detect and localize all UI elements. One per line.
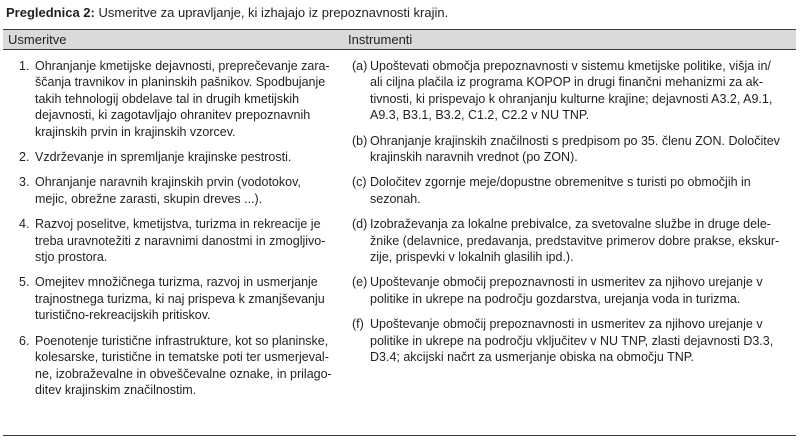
guideline-item bbox=[19, 216, 339, 265]
header-guidelines: Usmeritve bbox=[8, 32, 67, 47]
instrument-item bbox=[352, 274, 794, 307]
guideline-text: Omejitev množičnega turizma, razvoj in usmerjanje trajnostnega turizma, ki naj prispeva k zmanjševanju turistično-rekreacijskih pritiskov. bbox=[35, 275, 325, 323]
table-bottom-rule bbox=[3, 435, 796, 436]
instrument-text: Upoštevanje območij prepoznavnosti in usmeritev za njihovo urejanje v politike in ukrepe na področju gozdarstva, urejanja voda in turizma. bbox=[370, 275, 763, 306]
guideline-text: Ohranjanje naravnih krajinskih prvin (vodotokov, mejic, obrežne zarasti, skupin dreves ...). bbox=[35, 175, 301, 206]
guideline-marker: 4. bbox=[19, 217, 30, 232]
caption-label: Preglednica 2: bbox=[6, 5, 95, 20]
guideline-item bbox=[19, 58, 339, 140]
instrument-marker: (e) bbox=[352, 275, 368, 290]
instrument-marker: (f) bbox=[352, 317, 364, 332]
instrument-text: Upoštevanje območij prepoznavnosti in usmeritev za njihovo urejanje v politike in ukrepe na področju vključitev v NU TNP, zlasti dejavnosti D3.3, D3.4; akcijski načrt za usmerjanje obiska na območju TNP. bbox=[370, 317, 774, 365]
guideline-text: Razvoj poselitve, kmetijstva, turizma in rekreacije je treba uravnotežiti z naravnimi danostmi in zmogljivo- stjo prostora. bbox=[35, 217, 326, 265]
guideline-item bbox=[19, 174, 339, 207]
guidelines-column bbox=[19, 58, 339, 398]
caption-title: Usmeritve za upravljanje, ki izhajajo iz prepoznavnosti krajin. bbox=[98, 5, 449, 20]
guideline-text: Vzdrževanje in spremljanje krajinske pestrosti. bbox=[35, 150, 292, 165]
guideline-marker: 1. bbox=[19, 59, 30, 73]
instrument-item bbox=[352, 174, 794, 207]
header-instruments: Instrumenti bbox=[348, 32, 413, 47]
instrument-text: Izobraževanja za lokalne prebivalce, za svetovalne službe in druge dele- žnike (delavnice, predavanja, predstavitve primerov dobre prakse, ekskur- zije, prispevki v lokalnih glasilih ipd.). bbox=[370, 217, 780, 265]
guideline-marker: 6. bbox=[19, 333, 30, 348]
guideline-item bbox=[19, 274, 339, 323]
instrument-item bbox=[352, 133, 794, 166]
instrument-item bbox=[352, 58, 794, 124]
instrument-item bbox=[352, 316, 794, 365]
guideline-item bbox=[19, 333, 339, 399]
instrument-marker: (a) bbox=[352, 59, 368, 73]
guideline-marker: 5. bbox=[19, 275, 30, 290]
instrument-marker: (d) bbox=[352, 217, 368, 232]
guideline-text: Ohranjanje kmetijske dejavnosti, preprečevanje zara- ščanja travnikov in planinskih pašnikov. Spodbujanje takih tehnologij obdelave tal in drugih kmetijskih dejavnosti, ki zagotavljajo ohranitev prepoznavnih krajinskih prvin in krajinskih vzorcev. bbox=[35, 59, 330, 139]
instrument-item bbox=[352, 216, 794, 265]
instrument-marker: (b) bbox=[352, 133, 368, 148]
instrument-text: Ohranjanje krajinskih značilnosti s predpisom po 35. členu ZON. Določitev krajinskih naravnih vrednot (po ZON). bbox=[370, 133, 780, 165]
table-header-row bbox=[3, 30, 796, 50]
instrument-marker: (c) bbox=[352, 175, 367, 190]
guideline-item bbox=[19, 149, 339, 165]
instrument-text: Določitev zgornje meje/dopustne obremenitve s turisti po območjih in sezonah. bbox=[370, 175, 751, 206]
table-caption bbox=[6, 5, 448, 21]
guideline-marker: 3. bbox=[19, 175, 30, 190]
guideline-text: Poenotenje turistične infrastrukture, kot so planinske, kolesarske, turistične in tematske poti ter usmerjeval- ne, izobraževalne in obveščevalne oznake, in prilago- ditev krajinskim značilnostim. bbox=[35, 333, 332, 397]
instrument-text: Upoštevati območja prepoznavnosti v sistemu kmetijske politike, višja in/ ali ciljna plačila iz programa KOPOP in drugi finančni mehanizmi za ak- tivnosti, ki prispevajo k ohranjanju kulturne krajine; dejavnosti A3.2, A9.1, A9.3, B3.1, B3.2, C1.2, C2.2 v NU TNP. bbox=[370, 59, 773, 123]
instruments-column bbox=[352, 58, 794, 366]
guideline-marker: 2. bbox=[19, 150, 30, 165]
